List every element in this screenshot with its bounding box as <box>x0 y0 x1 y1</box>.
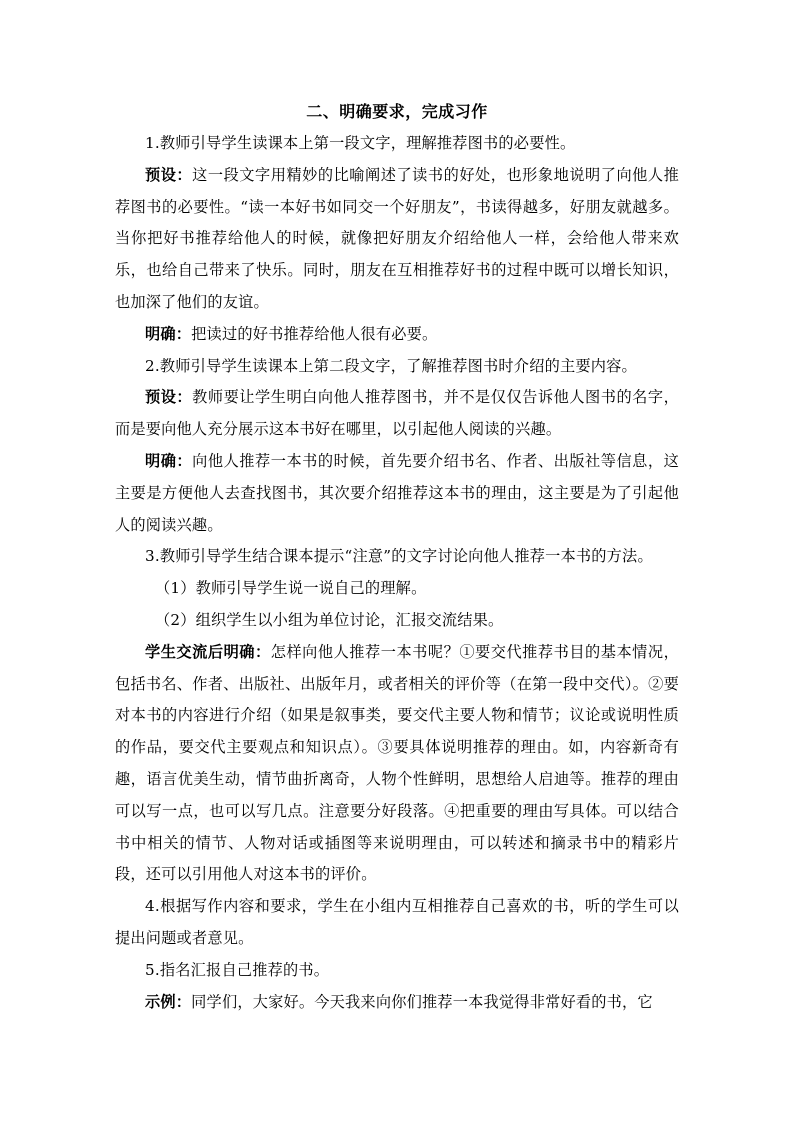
paragraph-lead: 预设： <box>145 388 193 407</box>
paragraph <box>115 891 679 955</box>
paragraph <box>115 573 679 605</box>
paragraph-text: 5.指名汇报自己推荐的书。 <box>145 960 330 979</box>
paragraph <box>115 319 679 351</box>
paragraph-text: 2.教师引导学生读课本上第二段文字，了解推荐图书时介绍的主要内容。 <box>145 356 637 375</box>
paragraph <box>115 382 679 446</box>
paragraph <box>115 955 679 987</box>
paragraph-text: 4.根据写作内容和要求，学生在小组内互相推荐自己喜欢的书，听的学生可以提出问题或者意见。 <box>115 897 679 947</box>
paragraph <box>115 987 679 1019</box>
paragraph-text: 1.教师引导学生读课本上第一段文字，理解推荐图书的必要性。 <box>145 134 576 152</box>
paragraph-text: 怎样向他人推荐一本书呢？①要交代推荐书目的基本情况，包括书名、作者、出版社、出版年月，或者相关的评价等（在第一段中交代）。②要对本书的内容进行介绍（如果是叙事类，要交代主要人物和情节；议论或说明性质的作品，要交代主要观点和知识点）。③要具体说明推荐的理由。如，内容新奇有趣，语言优美生动，情节曲折离奇，人物个性鲜明，思想给人启迪等。推荐的理由可以写一点，也可以写几点。注意要分好段落。④把重要的理由写具体。可以结合书中相关的情节、人物对话或插图等来说明理由，可以转述和摘录书中的精彩片段，还可以引用他人对这本书的评价。 <box>115 642 680 884</box>
section-title: 二、明确要求，完成习作 <box>306 102 488 121</box>
paragraph-lead: 明确： <box>145 451 193 470</box>
document-body <box>115 128 679 1018</box>
paragraph <box>115 637 679 891</box>
paragraph-lead: 示例： <box>145 992 192 1011</box>
paragraph <box>115 128 679 160</box>
document-page <box>115 98 679 1018</box>
paragraph-text: 同学们，大家好。今天我来向你们推荐一本我觉得非常好看的书，它 <box>191 992 653 1011</box>
paragraph-text: 把读过的好书推荐给他人很有必要。 <box>191 324 438 343</box>
paragraph-lead: 学生交流后明确： <box>145 642 271 661</box>
paragraph-text: 3.教师引导学生结合课本提示“注意”的文字讨论向他人推荐一本书的方法。 <box>145 547 653 566</box>
paragraph-text: （2）组织学生以小组为单位讨论，汇报交流结果。 <box>155 610 504 629</box>
paragraph-lead: 明确： <box>145 324 192 343</box>
paragraph-text: （1）教师引导学生说一说自己的理解。 <box>155 579 427 598</box>
paragraph <box>115 541 679 573</box>
paragraph-text: 向他人推荐一本书的时候，首先要介绍书名、作者、出版社等信息，这主要是方便他人去查找图书，其次要介绍推荐这本书的理由，这主要是为了引起他人的阅读兴趣。 <box>115 451 679 534</box>
paragraph-text: 教师要让学生明白向他人推荐图书，并不是仅仅告诉他人图书的名字，而是要向他人充分展示这本书好在哪里，以引起他人阅读的兴趣。 <box>115 388 679 439</box>
paragraph <box>115 160 679 319</box>
paragraph <box>115 446 679 541</box>
paragraph-lead: 预设： <box>145 165 193 184</box>
paragraph <box>115 605 679 637</box>
paragraph-text: 这一段文字用精妙的比喻阐述了读书的好处，也形象地说明了向他人推荐图书的必要性。“读一本好书如同交一个好朋友”，书读得越多，好朋友就越多。当你把好书推荐给他人的时候，就像把好朋友介绍给他人一样，会给他人带来欢乐，也给自己带来了快乐。同时，朋友在互相推荐好书的过程中既可以增长知识，也加深了他们的友谊。 <box>115 165 679 311</box>
paragraph <box>115 351 679 383</box>
